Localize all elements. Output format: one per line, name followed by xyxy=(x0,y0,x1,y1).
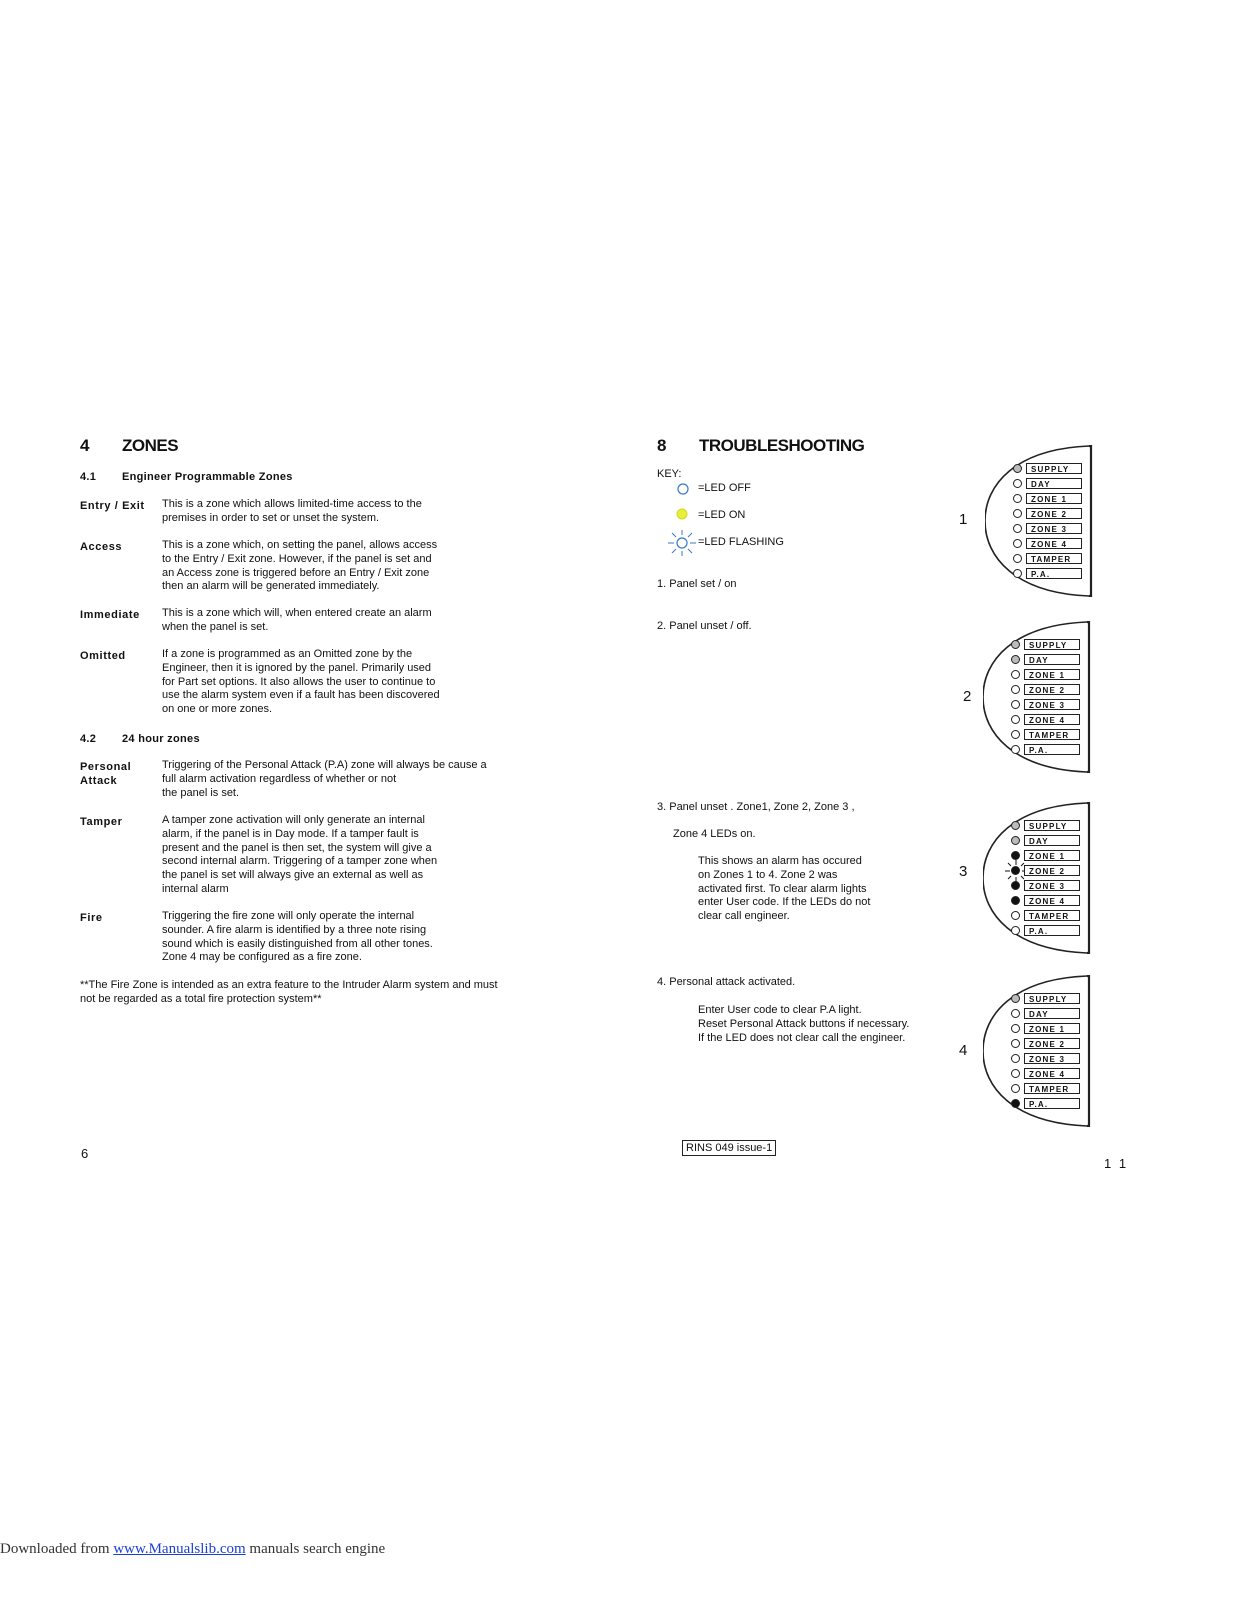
led-label: ZONE 3 xyxy=(1024,699,1080,710)
term-personal-attack: Personal Attack xyxy=(80,761,132,787)
led-off-key-icon xyxy=(670,476,696,502)
subheading-24-hour-zones: 4.2 24 hour zones xyxy=(80,733,200,745)
step-4-text: 4. Personal attack activated. xyxy=(657,976,796,988)
led-label: SUPPLY xyxy=(1024,820,1080,831)
page-number-right: 1 1 xyxy=(1104,1156,1129,1171)
led-row xyxy=(1011,993,1087,1006)
led-label: P.A. xyxy=(1024,925,1080,936)
key-led-on: =LED ON xyxy=(698,509,746,521)
definition-access: This is a zone which, on setting the panel, allows access to the Entry / Exit zone. However, if the panel is set and an Access zone is triggered before an Entry / Exit zone then an alarm will be generated immediately. xyxy=(162,539,438,593)
led-row xyxy=(1011,880,1087,893)
led-label: TAMPER xyxy=(1024,729,1080,740)
led-row xyxy=(1013,523,1089,536)
panel-1-index: 1 xyxy=(959,511,968,528)
key-led-off: =LED OFF xyxy=(698,482,751,494)
led-indicator-icon xyxy=(1011,715,1020,724)
led-row xyxy=(1011,654,1087,667)
led-row xyxy=(1011,1008,1087,1021)
led-indicator-icon xyxy=(1011,640,1020,649)
term-immediate: Immediate xyxy=(80,609,140,621)
led-label: ZONE 3 xyxy=(1024,880,1080,891)
step-3-line2: Zone 4 LEDs on. xyxy=(673,828,756,840)
led-indicator-icon xyxy=(1011,1099,1020,1108)
led-label: ZONE 1 xyxy=(1024,850,1080,861)
led-label: ZONE 1 xyxy=(1024,1023,1080,1034)
led-label: ZONE 2 xyxy=(1026,508,1082,519)
led-indicator-icon xyxy=(1013,479,1022,488)
led-panel-3 xyxy=(983,802,1103,954)
led-indicator-icon xyxy=(1011,745,1020,754)
led-indicator-icon xyxy=(1013,509,1022,518)
section-heading-zones: 4 ZONES xyxy=(80,436,179,455)
led-row xyxy=(1011,1098,1087,1111)
page-number-left: 6 xyxy=(81,1146,89,1161)
led-indicator-icon xyxy=(1011,700,1020,709)
led-indicator-icon xyxy=(1011,1084,1020,1093)
led-label: ZONE 2 xyxy=(1024,865,1080,876)
led-indicator-icon xyxy=(1013,554,1022,563)
document-reference: RINS 049 issue-1 xyxy=(682,1140,776,1156)
led-label: ZONE 2 xyxy=(1024,1038,1080,1049)
footer-suffix: manuals search engine xyxy=(245,1541,386,1557)
led-row xyxy=(1013,568,1089,581)
led-label: ZONE 4 xyxy=(1024,714,1080,725)
led-row xyxy=(1011,1023,1087,1036)
panel-3-index: 3 xyxy=(959,863,968,880)
key-label: KEY: xyxy=(657,468,682,480)
led-label: P.A. xyxy=(1024,744,1080,755)
term-omitted: Omitted xyxy=(80,650,126,662)
step-3-text: 3. Panel unset . Zone1, Zone 2, Zone 3 , xyxy=(657,801,855,813)
led-indicator-icon xyxy=(1011,1024,1020,1033)
led-row xyxy=(1011,699,1087,712)
led-label: TAMPER xyxy=(1026,553,1082,564)
fire-zone-note: **The Fire Zone is intended as an extra feature to the Intruder Alarm system and must not be regarded as a total fire protection system** xyxy=(80,979,498,1005)
step-2-text: 2. Panel unset / off. xyxy=(657,620,752,632)
term-entry-exit: Entry / Exit xyxy=(80,500,145,512)
led-label: TAMPER xyxy=(1024,1083,1080,1094)
led-label: DAY xyxy=(1024,1008,1080,1019)
led-label: DAY xyxy=(1024,654,1080,665)
subheading-engineer-zones: 4.1 Engineer Programmable Zones xyxy=(80,471,293,483)
section-heading-troubleshooting: 8 TROUBLESHOOTING xyxy=(657,436,865,455)
panel-4-index: 4 xyxy=(959,1042,968,1059)
definition-immediate: This is a zone which will, when entered create an alarm when the panel is set. xyxy=(162,607,432,633)
led-row xyxy=(1011,1053,1087,1066)
led-indicator-icon xyxy=(1011,1009,1020,1018)
definition-omitted: If a zone is programmed as an Omitted zone by the Engineer, then it is ignored by the panel. Primarily used for Part set options. It also allows the user to continue to use the alarm system even if a fault has been discovered on one or more zones. xyxy=(162,648,440,716)
led-row xyxy=(1011,714,1087,727)
led-indicator-icon xyxy=(1011,730,1020,739)
led-row xyxy=(1011,1068,1087,1081)
led-label: SUPPLY xyxy=(1024,993,1080,1004)
step-1-text: 1. Panel set / on xyxy=(657,578,737,590)
panel-2-index: 2 xyxy=(963,688,972,705)
footer-prefix: Downloaded from xyxy=(0,1541,114,1557)
led-indicator-icon xyxy=(1011,670,1020,679)
led-row xyxy=(1013,478,1089,491)
led-indicator-icon xyxy=(1011,1054,1020,1063)
key-led-flashing: =LED FLASHING xyxy=(698,536,784,548)
led-indicator-icon xyxy=(1011,994,1020,1003)
led-label: ZONE 3 xyxy=(1024,1053,1080,1064)
led-indicator-icon xyxy=(1011,911,1020,920)
led-label: ZONE 4 xyxy=(1024,895,1080,906)
led-row xyxy=(1011,744,1087,757)
led-flashing-key-icon xyxy=(667,529,697,557)
led-label: ZONE 1 xyxy=(1026,493,1082,504)
led-row xyxy=(1011,820,1087,833)
led-row xyxy=(1013,493,1089,506)
term-access: Access xyxy=(80,541,123,553)
led-indicator-icon xyxy=(1013,464,1022,473)
led-label: ZONE 2 xyxy=(1024,684,1080,695)
led-row xyxy=(1011,865,1087,878)
led-indicator-icon xyxy=(1011,1039,1020,1048)
download-footer xyxy=(0,1541,385,1558)
led-indicator-icon xyxy=(1011,685,1020,694)
led-label: ZONE 3 xyxy=(1026,523,1082,534)
led-label: ZONE 1 xyxy=(1024,669,1080,680)
led-indicator-icon xyxy=(1011,836,1020,845)
led-row xyxy=(1013,508,1089,521)
led-row xyxy=(1011,1038,1087,1051)
led-row xyxy=(1011,925,1087,938)
led-row xyxy=(1011,1083,1087,1096)
led-row xyxy=(1013,538,1089,551)
step-3-detail: This shows an alarm has occured on Zones 1 to 4. Zone 2 was activated first. To clear alarm lights enter User code. If the LEDs do not clear call engineer. xyxy=(698,855,871,923)
led-indicator-icon xyxy=(1011,851,1020,860)
led-indicator-icon xyxy=(1013,524,1022,533)
led-row xyxy=(1011,639,1087,652)
led-label: P.A. xyxy=(1024,1098,1080,1109)
led-indicator-icon xyxy=(1011,821,1020,830)
led-indicator-icon xyxy=(1011,881,1020,890)
definition-fire: Triggering the fire zone will only operate the internal sounder. A fire alarm is identified by a three note rising sound which is easily distinguished from all other tones. Zone 4 may be configured as a fire zone. xyxy=(162,910,433,964)
led-row xyxy=(1011,835,1087,848)
led-indicator-icon xyxy=(1013,539,1022,548)
led-row xyxy=(1013,463,1089,476)
definition-tamper: A tamper zone activation will only generate an internal alarm, if the panel is in Day mode. If a tamper fault is present and the panel is then set, the system will give a second internal alarm. Triggering of a tamper zone when the panel is set will always give an external as well as internal alarm xyxy=(162,814,438,895)
step-4-detail: Enter User code to clear P.A light. Reset Personal Attack buttons if necessary. If the LED does not clear call the engineer. xyxy=(698,1004,910,1044)
led-label: SUPPLY xyxy=(1024,639,1080,650)
led-panel-2 xyxy=(983,621,1103,773)
definition-entry-exit: This is a zone which allows limited-time access to the premises in order to set or unset the system. xyxy=(162,498,422,524)
led-label: SUPPLY xyxy=(1026,463,1082,474)
led-indicator-icon xyxy=(1013,569,1022,578)
led-row xyxy=(1011,895,1087,908)
led-indicator-icon xyxy=(1011,1069,1020,1078)
led-row xyxy=(1013,553,1089,566)
led-on-key-icon xyxy=(670,503,696,529)
led-label: ZONE 4 xyxy=(1024,1068,1080,1079)
led-label: TAMPER xyxy=(1024,910,1080,921)
led-indicator-icon xyxy=(1011,655,1020,664)
led-indicator-icon xyxy=(1013,494,1022,503)
led-label: DAY xyxy=(1024,835,1080,846)
definition-personal-attack: Triggering of the Personal Attack (P.A) zone will always be cause a full alarm activation regardless of whether or not the panel is set. xyxy=(162,759,487,799)
led-row xyxy=(1011,684,1087,697)
led-panel-4 xyxy=(983,975,1103,1127)
led-indicator-icon xyxy=(1011,926,1020,935)
led-indicator-icon xyxy=(1011,896,1020,905)
led-row xyxy=(1011,669,1087,682)
led-row xyxy=(1011,910,1087,923)
led-label: DAY xyxy=(1026,478,1082,489)
led-row xyxy=(1011,729,1087,742)
led-panel-1 xyxy=(985,445,1105,597)
led-label: P.A. xyxy=(1026,568,1082,579)
led-label: ZONE 4 xyxy=(1026,538,1082,549)
term-tamper: Tamper xyxy=(80,816,123,828)
term-fire: Fire xyxy=(80,912,103,924)
manualslib-link[interactable]: www.Manualslib.com xyxy=(113,1541,246,1557)
